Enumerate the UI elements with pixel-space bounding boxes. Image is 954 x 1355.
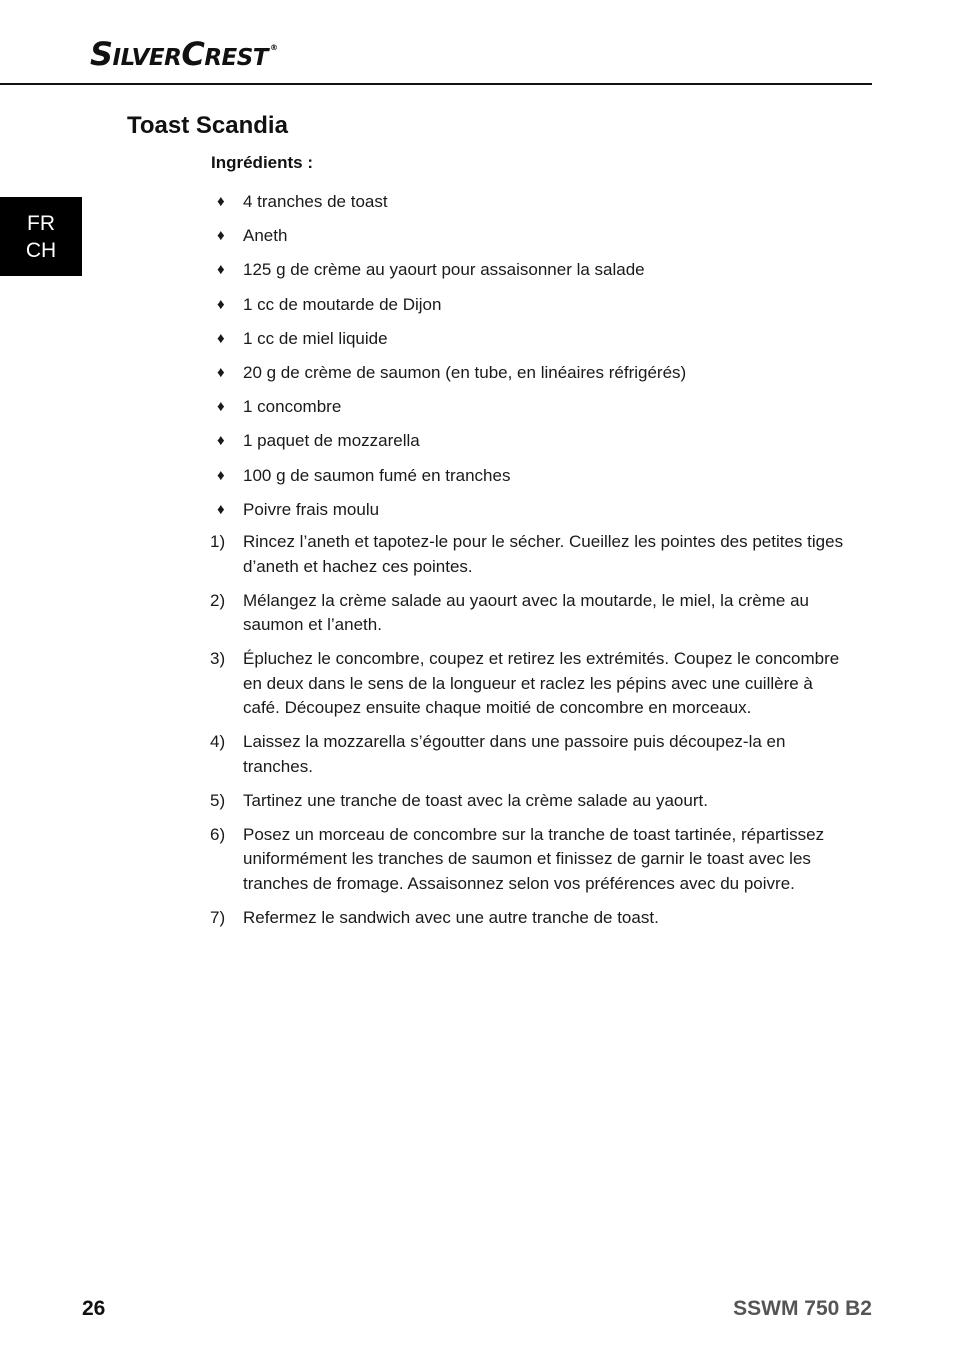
ingredient-item <box>211 429 851 463</box>
language-code-ch: CH <box>25 238 57 262</box>
step-text: Mélangez la crème salade au yaourt avec la moutarde, le miel, la crème au saumon et l’aneth. <box>243 590 810 634</box>
step-number: 2) <box>210 590 226 610</box>
diamond-bullet-icon: ♦ <box>217 261 225 279</box>
ingredient-text: 1 concombre <box>243 397 342 417</box>
step-text: Posez un morceau de concombre sur la tranche de toast tartinée, répartissez uniformément les tranches de saumon et finissez de garnir le toast avec les tranches de fromage. Assaisonnez selon vos préférences avec du poivre. <box>243 824 825 893</box>
header-rule <box>0 83 872 85</box>
ingredient-item <box>211 190 851 224</box>
diamond-bullet-icon: ♦ <box>217 295 225 313</box>
step-item <box>211 530 847 579</box>
brand-logo-rest: REST <box>204 45 268 71</box>
language-code-fr: FR <box>27 211 55 235</box>
ingredient-text: 1 cc de moutarde de Dijon <box>243 294 442 314</box>
diamond-bullet-icon: ♦ <box>217 432 225 450</box>
step-number: 3) <box>210 649 226 668</box>
step-text: Laissez la mozzarella s’égoutter dans une passoire puis découpez-la en tranches. <box>243 732 786 776</box>
ingredient-item <box>211 464 851 498</box>
ingredient-item <box>211 224 851 258</box>
diamond-bullet-icon: ♦ <box>217 193 225 210</box>
ingredient-text: 1 cc de miel liquide <box>243 328 388 348</box>
diamond-bullet-icon: ♦ <box>217 398 225 416</box>
diamond-bullet-icon: ♦ <box>217 466 225 484</box>
step-text: Refermez le sandwich avec une autre tranche de toast. <box>243 907 659 927</box>
step-number: 1) <box>210 532 226 551</box>
step-item <box>211 823 847 897</box>
model-number: SSWM 750 B2 <box>733 1297 872 1320</box>
ingredient-text: 20 g de crème de saumon (en tube, en linéaires réfrigérés) <box>243 362 687 382</box>
ingredient-text: 125 g de crème au yaourt pour assaisonner la salade <box>243 260 645 280</box>
diamond-bullet-icon: ♦ <box>217 363 225 381</box>
diamond-bullet-icon: ♦ <box>217 329 225 347</box>
ingredient-text: 100 g de saumon fumé en tranches <box>243 465 511 485</box>
step-item <box>211 589 847 638</box>
step-number: 5) <box>210 790 226 810</box>
brand-logo-ilver: ILVER <box>112 45 182 71</box>
ingredient-text: 1 paquet de mozzarella <box>243 431 420 451</box>
recipe-title: Toast Scandia <box>127 112 288 139</box>
ingredient-item <box>211 498 851 532</box>
step-text: Tartinez une tranche de toast avec la crème salade au yaourt. <box>243 790 708 810</box>
ingredients-heading: Ingrédients : <box>211 153 314 172</box>
brand-logo-s: S <box>90 35 113 73</box>
ingredient-text: Poivre frais moulu <box>243 499 380 519</box>
step-number: 6) <box>210 824 226 844</box>
brand-logo <box>90 35 278 73</box>
ingredient-item <box>211 361 851 395</box>
registered-mark: ® <box>270 43 278 52</box>
step-item <box>211 647 847 721</box>
step-item <box>211 789 847 814</box>
step-text: Rincez l’aneth et tapotez-le pour le sécher. Cueillez les pointes des petites tiges d’aneth et hachez ces pointes. <box>243 532 844 576</box>
ingredients-list <box>211 190 851 532</box>
diamond-bullet-icon: ♦ <box>217 227 225 245</box>
page-number: 26 <box>82 1297 106 1320</box>
ingredient-item <box>211 258 851 292</box>
language-tab <box>0 197 82 276</box>
ingredient-item <box>211 395 851 429</box>
step-number: 4) <box>210 732 226 751</box>
ingredient-text: 4 tranches de toast <box>243 192 388 211</box>
step-item <box>211 906 847 931</box>
ingredient-item <box>211 293 851 327</box>
steps-list <box>211 530 847 940</box>
ingredient-text: Aneth <box>243 226 288 246</box>
step-item <box>211 730 847 779</box>
step-number: 7) <box>210 907 226 927</box>
step-text: Épluchez le concombre, coupez et retirez les extrémités. Coupez le concombre en deux dans le sens de la longueur et raclez les pépins avec une cuillère à café. Découpez ensuite chaque moitié de concombre en morceaux. <box>243 649 840 717</box>
brand-logo-c: C <box>181 35 205 73</box>
ingredient-item <box>211 327 851 361</box>
diamond-bullet-icon: ♦ <box>217 500 225 518</box>
